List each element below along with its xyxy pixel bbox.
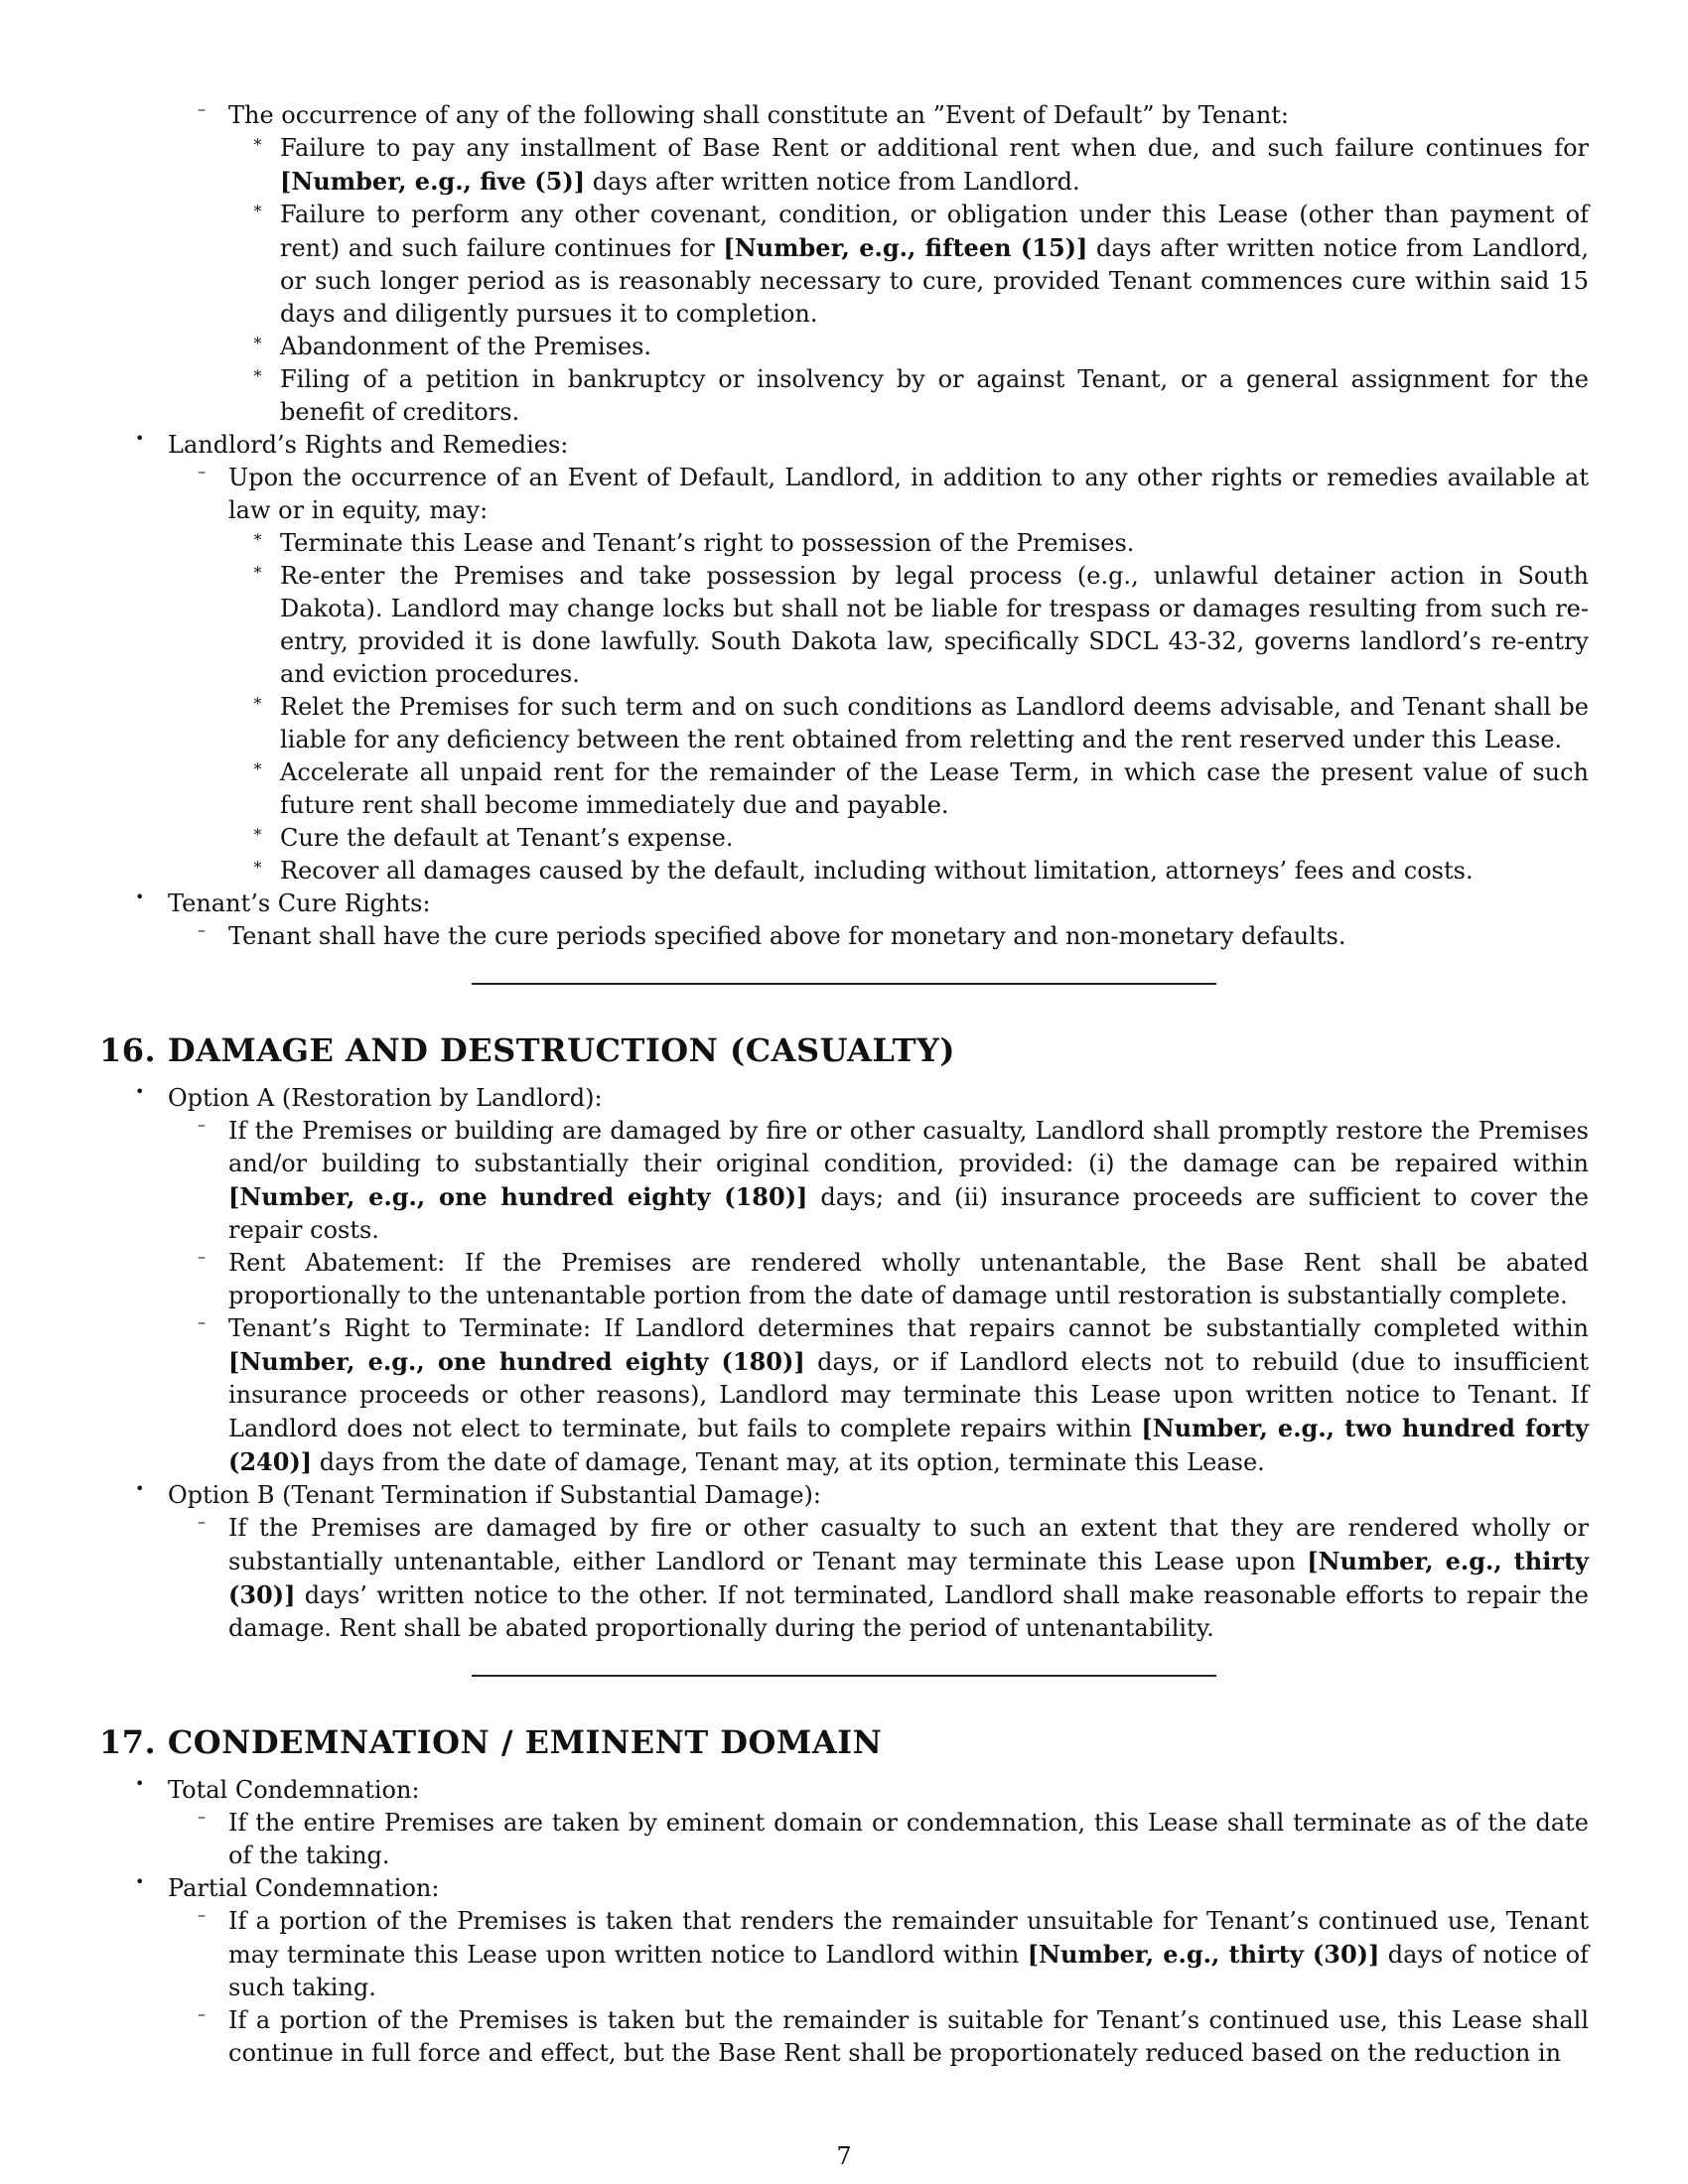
bullet-marker: • [135, 429, 145, 448]
remedy-item [228, 560, 1589, 691]
partial-condemnation-label: Partial Condemnation: [168, 1874, 440, 1902]
star-marker: ∗ [252, 363, 263, 382]
dash-marker: – [198, 2004, 206, 2023]
remedy-text: Recover all damages caused by the default, including without limitation, attorneys’ fees and costs. [280, 857, 1474, 885]
tenant-cure-text: Tenant shall have the cure periods specified above for monetary and non-monetary defaults. [228, 922, 1346, 950]
remedy-text: Relet the Premises for such term and on such conditions as Landlord deems advisable, and Tenant shall be liable for any deficiency between the rent obtained from reletting and the rent reserved under this Lease. [280, 693, 1589, 753]
option-a-clause [168, 1247, 1589, 1312]
default-event-item [228, 132, 1589, 199]
tenant-cure-item [99, 887, 1589, 953]
remedy-item [228, 756, 1589, 822]
partial-condemnation-text: If a portion of the Premises is taken but the remainder is suitable for Tenant’s continued use, this Lease shall continue in full force and effect, but the Base Rent shall be proportionately reduced based on the reduction in [228, 2006, 1589, 2067]
dash-marker: – [198, 99, 206, 118]
remedies-intro: Upon the occurrence of an Event of Default, Landlord, in addition to any other rights or remedies available at law or in equity, may: [228, 464, 1589, 524]
star-marker: ∗ [252, 132, 263, 151]
default-events-list [228, 132, 1589, 429]
section-divider [472, 983, 1216, 985]
total-condemnation-label: Total Condemnation: [168, 1776, 420, 1804]
bullet-marker: • [135, 1872, 145, 1891]
star-marker: ∗ [252, 199, 263, 217]
option-a-item [99, 1082, 1589, 1479]
remedy-text: Accelerate all unpaid rent for the remainder of the Lease Term, in which case the present value of such future rent shall become immediately due and payable. [280, 758, 1589, 819]
bullet-marker: • [135, 1479, 145, 1498]
remedy-text: Cure the default at Tenant’s expense. [280, 824, 734, 852]
default-event-text: Failure to pay any installment of Base Rent or additional rent when due, and such failure continues for [Number, e.g., five (5)] days after written notice from Landlord. [280, 134, 1589, 196]
default-event-text: Failure to perform any other covenant, condition, or obligation under this Lease (other than payment of rent) and such failure continues for [Number, e.g., fifteen (15)] days after written notice from Landlord, or such longer period as is reasonably necessary to cure, provided Tenant commences cure within said 15 days and diligently pursues it to completion. [280, 201, 1590, 328]
partial-condemnation-clause [168, 1905, 1589, 2004]
landlord-remedies-label: Landlord’s Rights and Remedies: [168, 431, 569, 459]
total-condemnation-item [99, 1774, 1589, 1872]
star-marker: ∗ [252, 691, 263, 710]
remedies-intro-item [168, 462, 1589, 887]
remedy-item [228, 855, 1589, 887]
option-a-clause-text: Tenant’s Right to Terminate: If Landlord determines that repairs cannot be substantially completed within [Number, e.g., one hundred eighty (180)] days, or if Landlord elects not to rebuild (due to insufficient insurance proceeds or other reasons), Landlord may terminate this Lease upon written notice to Tenant. If Landlord does not elect to terminate, but fails to complete repairs within [Number, e.g., two hundred forty (240)] days from the date of damage, Tenant may, at its option, terminate this Lease. [228, 1314, 1589, 1476]
dash-marker: – [198, 1115, 206, 1134]
bullet-marker: • [135, 1082, 145, 1101]
landlord-remedies-item [99, 429, 1589, 887]
default-event-item [228, 199, 1589, 331]
dash-marker: – [198, 1905, 206, 1924]
remedy-item [228, 822, 1589, 855]
document-page [99, 99, 1589, 2070]
star-marker: ∗ [252, 822, 263, 841]
total-condemnation-text: If the entire Premises are taken by eminent domain or condemnation, this Lease shall terminate as of the date of the taking. [228, 1809, 1589, 1869]
remedy-text: Re-enter the Premises and take possession by legal process (e.g., unlawful detainer action in South Dakota). Landlord may change locks but shall not be liable for trespass or damages resulting from such re-entry, provided it is done lawfully. South Dakota law, specifically SDCL 43-32, governs landlord’s re-entry and eviction procedures. [280, 562, 1589, 688]
default-event-item [228, 363, 1589, 429]
star-marker: ∗ [252, 527, 263, 546]
option-a-clause-text: Rent Abatement: If the Premises are rendered wholly untenantable, the Base Rent shall be abated proportionally to the untenantable portion from the date of damage until restoration is substantially complete. [228, 1249, 1589, 1309]
section-15-list [99, 99, 1589, 953]
dash-marker: – [198, 1807, 206, 1826]
option-a-clause [168, 1115, 1589, 1247]
option-b-clause [168, 1512, 1589, 1645]
option-a-clause-text: If the Premises or building are damaged by fire or other casualty, Landlord shall promptly restore the Premises and/or building to substantially their original condition, provided: (i) the damage can be repaired within [Number, e.g., one hundred eighty (180)] days; and (ii) insurance proceeds are sufficient to cover the repair costs. [228, 1117, 1589, 1244]
tenant-cure-detail [168, 920, 1589, 953]
section-16-list [99, 1082, 1589, 1645]
star-marker: ∗ [252, 756, 263, 775]
tenant-cure-label: Tenant’s Cure Rights: [168, 889, 431, 917]
section-divider [472, 1675, 1216, 1677]
bullet-marker: • [135, 1774, 145, 1793]
event-of-default-item [168, 99, 1589, 429]
option-b-clause-text: If the Premises are damaged by fire or other casualty to such an extent that they are rendered wholly or substantially untenantable, either Landlord or Tenant may terminate this Lease upon [Number, e.g., thirty (30)] days’ written notice to the other. If not terminated, Landlord shall make reasonable efforts to repair the damage. Rent shall be abated proportionally during the period of untenantability. [228, 1514, 1589, 1642]
partial-condemnation-item [99, 1872, 1589, 2070]
section-16-heading: 16. DAMAGE AND DESTRUCTION (CASUALTY) [99, 1031, 956, 1069]
option-a-clause [168, 1312, 1589, 1479]
default-event-text: Abandonment of the Premises. [280, 333, 652, 360]
default-event-item [228, 331, 1589, 363]
continued-list-item [99, 99, 1589, 429]
partial-condemnation-text: If a portion of the Premises is taken that renders the remainder unsuitable for Tenant’s continued use, Tenant may terminate this Lease upon written notice to Landlord within [Number, e.g., thirty (30)] days of notice of such taking. [228, 1907, 1590, 2001]
dash-marker: – [198, 1512, 206, 1531]
remedies-list [228, 527, 1589, 887]
dash-marker: – [198, 1247, 206, 1266]
star-marker: ∗ [252, 331, 263, 349]
dash-marker: – [198, 462, 206, 480]
event-of-default-intro: The occurrence of any of the following shall constitute an ”Event of Default” by Tenant: [228, 101, 1289, 129]
partial-condemnation-clause [168, 2004, 1589, 2070]
total-condemnation-clause [168, 1807, 1589, 1872]
page-number: 7 [836, 2142, 852, 2170]
default-event-text: Filing of a petition in bankruptcy or insolvency by or against Tenant, or a general assignment for the benefit of creditors. [280, 365, 1589, 426]
star-marker: ∗ [252, 560, 263, 579]
option-a-label: Option A (Restoration by Landlord): [168, 1084, 603, 1112]
remedy-item [228, 527, 1589, 560]
section-17-heading: 17. CONDEMNATION / EMINENT DOMAIN [99, 1723, 883, 1761]
remedy-item [228, 691, 1589, 756]
option-b-item [99, 1479, 1589, 1645]
option-b-label: Option B (Tenant Termination if Substantial Damage): [168, 1481, 821, 1509]
remedy-text: Terminate this Lease and Tenant’s right to possession of the Premises. [280, 529, 1135, 557]
dash-marker: – [198, 1312, 206, 1331]
bullet-marker: • [135, 887, 145, 906]
dash-marker: – [198, 920, 206, 939]
section-17-list [99, 1774, 1589, 2070]
star-marker: ∗ [252, 855, 263, 874]
